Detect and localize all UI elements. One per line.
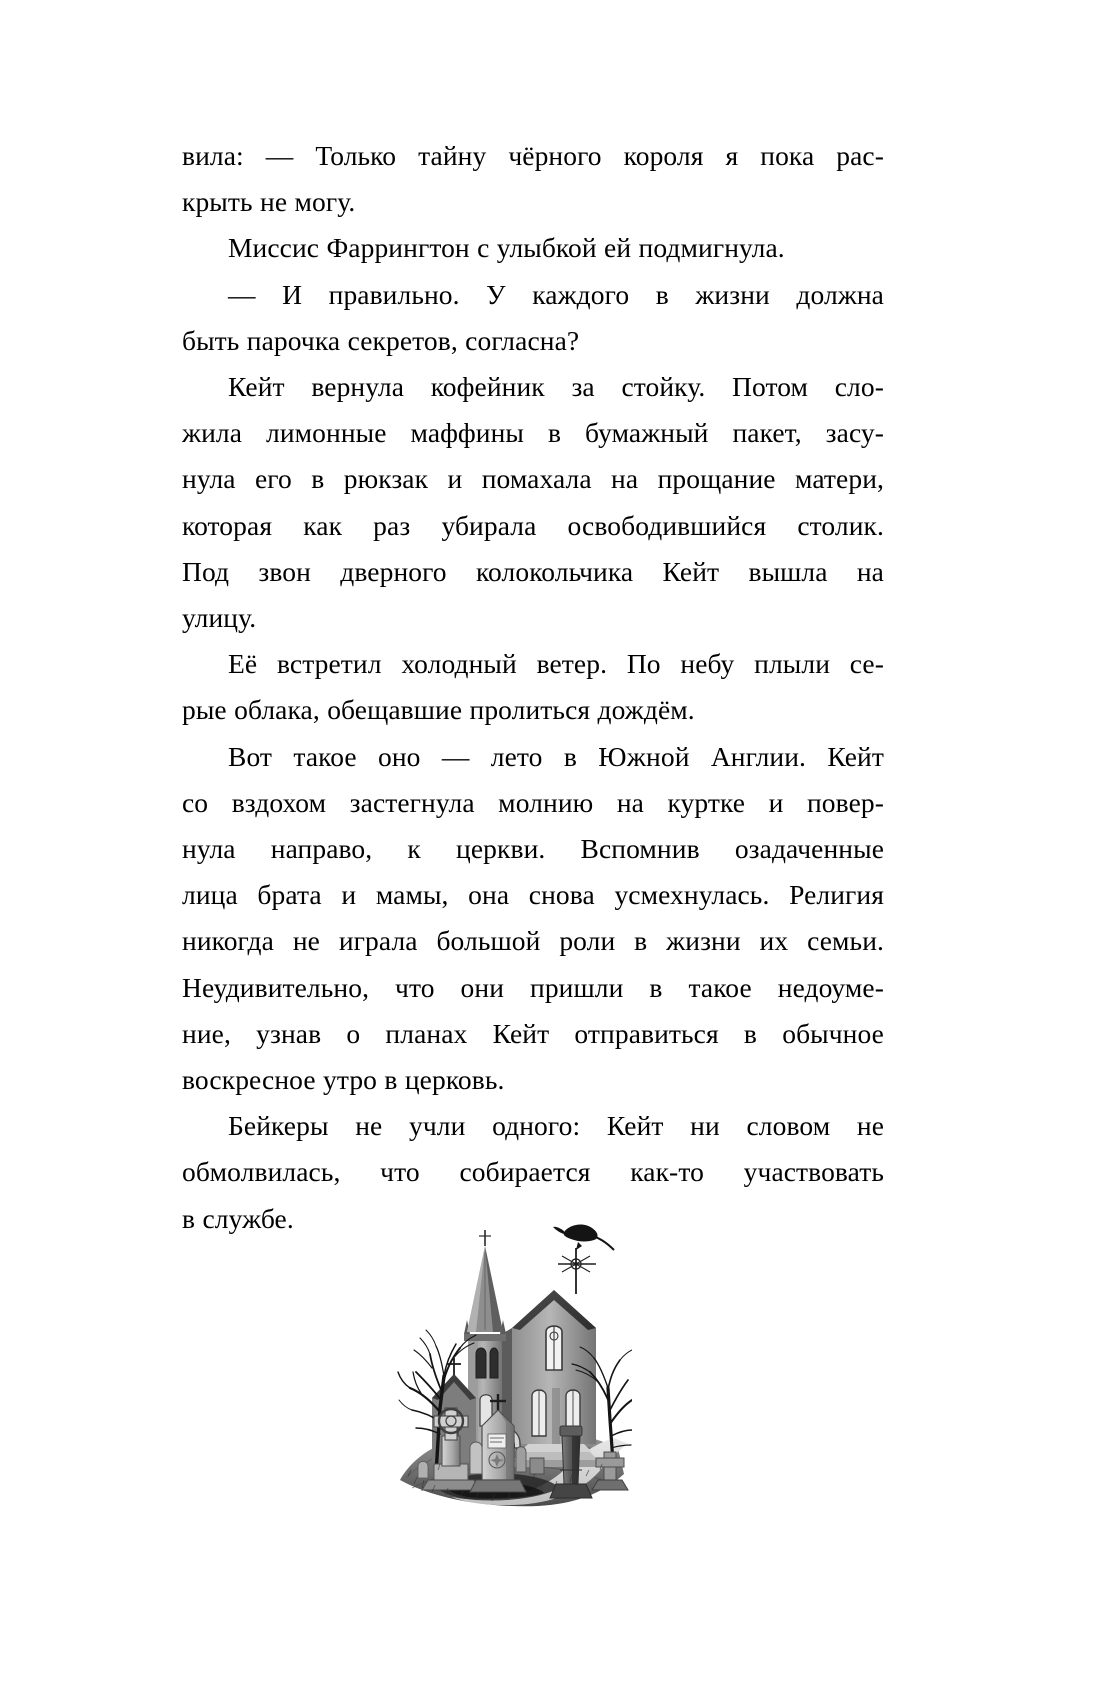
paragraph-2 — [182, 225, 884, 271]
text-line: быть парочка секретов, согласна? — [182, 324, 580, 356]
text-line: нула его в рюкзак и помахала на прощание матери, — [182, 463, 884, 495]
text-line: лица брата и мамы, она снова усмехнулась. Религия — [182, 879, 884, 911]
text-line: Неудивительно, что они пришли в такое недоуме- — [182, 971, 884, 1003]
weathervane-rooster — [553, 1225, 614, 1294]
text-line: никогда не играла большой роли в жизни их семьи. — [182, 925, 884, 957]
text-line: со вздохом застегнула молнию на куртке и повер- — [182, 786, 884, 818]
text-line: Под звон дверного колокольчика Кейт вышла на — [182, 555, 884, 587]
text-line: рые облака, обещавшие пролиться дождём. — [182, 694, 695, 726]
paragraph-5 — [182, 641, 884, 733]
paragraph-1 — [182, 133, 884, 225]
lancet-window-upper — [546, 1326, 562, 1370]
text-line: Бейкеры не учли одного: Кейт ни словом не — [228, 1110, 884, 1142]
paragraph-3 — [182, 272, 884, 364]
text-line: улицу. — [182, 602, 257, 634]
text-line: — И правильно. У каждого в жизни должна — [228, 278, 884, 310]
paragraph-6 — [182, 734, 884, 1104]
text-line: Её встретил холодный ветер. По небу плыли се- — [228, 648, 884, 680]
text-line: Вот такое оно — лето в Южной Англии. Кейт — [228, 740, 884, 772]
church-graveyard-illustration — [388, 1212, 632, 1512]
text-line: воскресное утро в церковь. — [182, 1064, 505, 1096]
text-line: в службе. — [182, 1202, 294, 1234]
text-line: Миссис Фаррингтон с улыбкой ей подмигнула. — [228, 232, 785, 264]
text-line: ние, узнав о планах Кейт отправиться в обычное — [182, 1017, 884, 1049]
text-line: Кейт вернула кофейник за стойку. Потом сло- — [228, 371, 884, 403]
text-line: крыть не могу. — [182, 186, 356, 218]
text-line: жила лимонные маффины в бумажный пакет, засу- — [182, 417, 884, 449]
text-line: обмолвилась, что собирается как-то участвовать — [182, 1156, 884, 1188]
paragraph-4 — [182, 364, 884, 641]
text-line: вила: — Только тайну чёрного короля я пока рас- — [182, 140, 884, 171]
page-text-column — [182, 133, 884, 1242]
text-line: которая как раз убирала освободившийся столик. — [182, 509, 884, 541]
text-line: нула направо, к церкви. Вспомнив озадаченные — [182, 833, 884, 865]
